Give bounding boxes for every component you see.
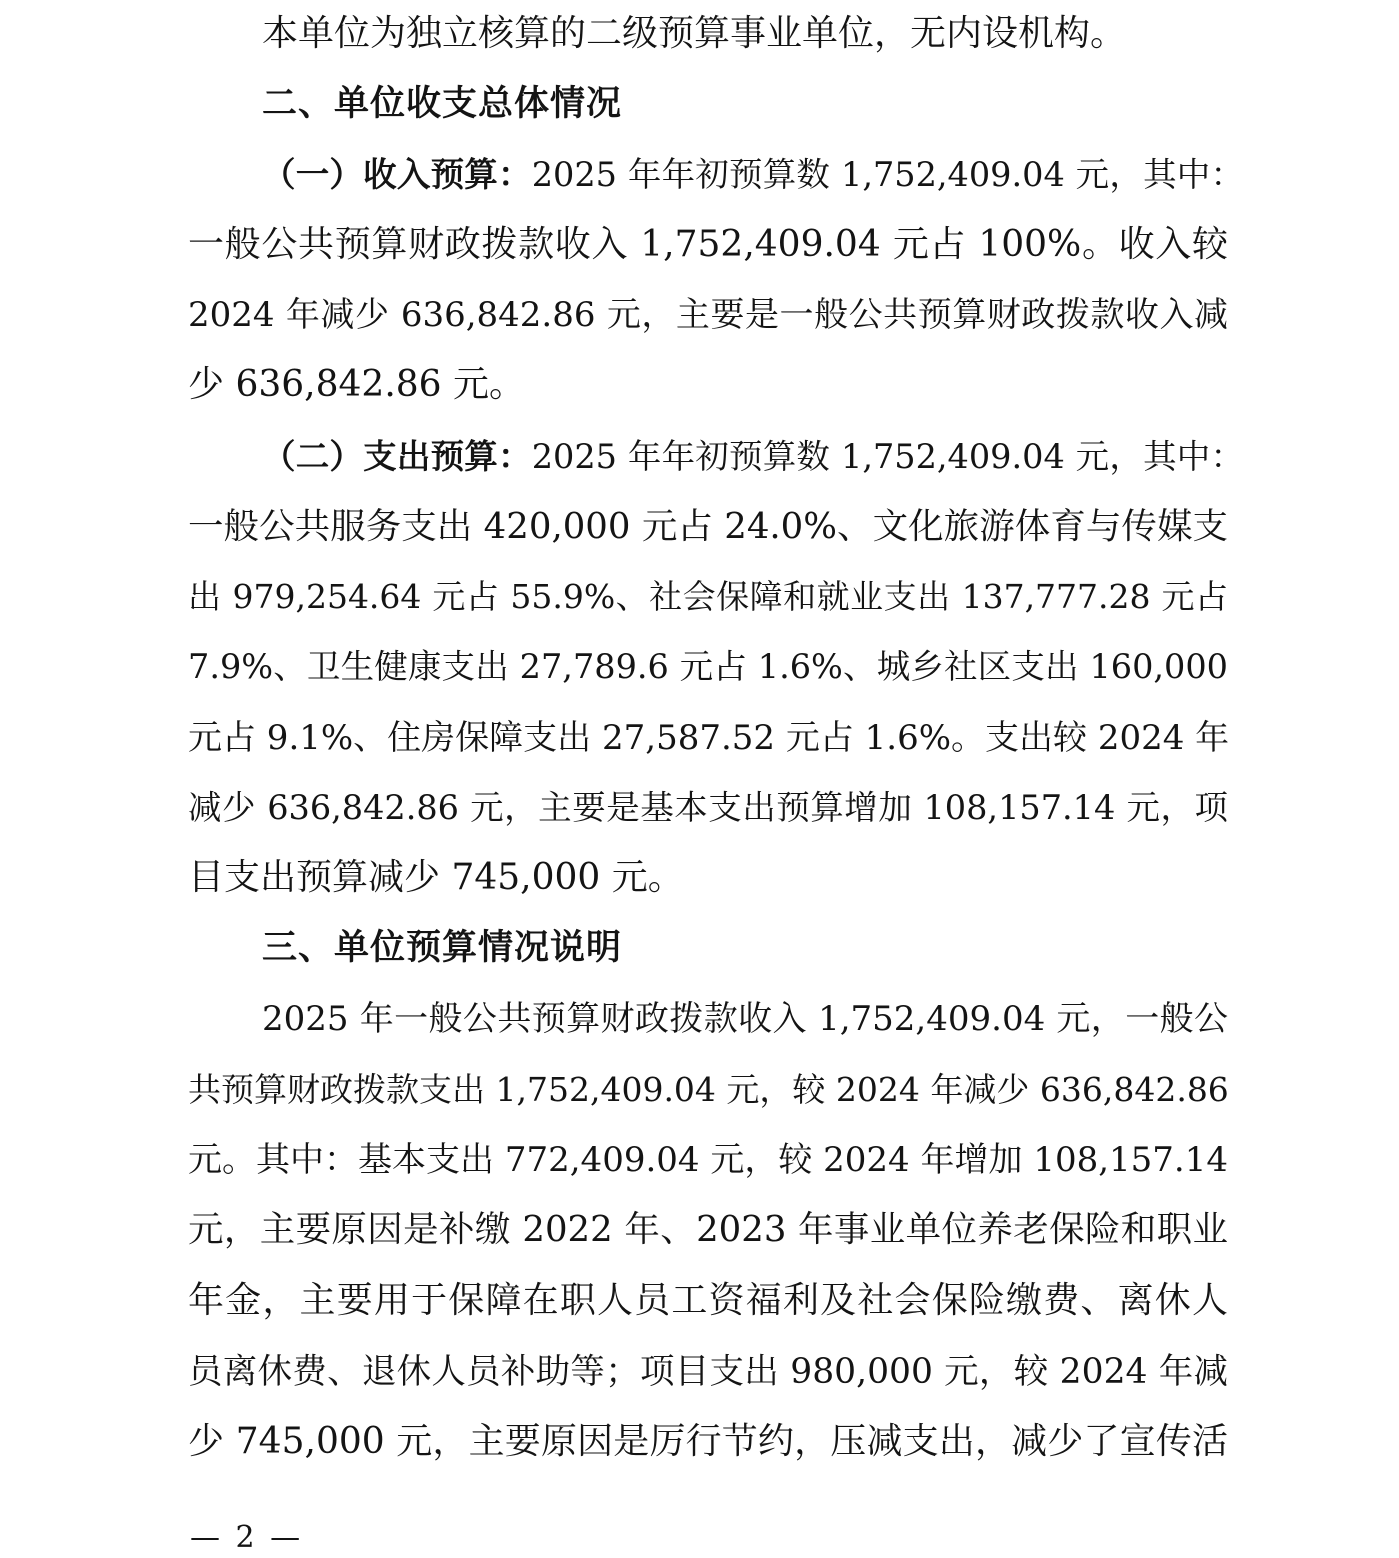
intro-line-1: 本单位为独立核算的二级预算事业单位，无内设机构。 [262,13,1127,54]
section-3-line-3: 元。其中：基本支出 772,409.04 元，较 2024 年增加 108,157.14 [188,1140,1228,1180]
income-line-1 [262,145,1244,205]
income-line-2: 一般公共预算财政拨款收入 1,752,409.04 元占 100%。收入较 [188,224,1228,265]
expense-line-6: 减少 636,842.86 元，主要是基本支出预算增加 108,157.14 元，项 [188,788,1228,827]
income-line-1-text: 2025 年年初预算数 1,752,409.04 元，其中： [531,155,1244,194]
expense-line-1-text: 2025 年年初预算数 1,752,409.04 元，其中： [531,437,1244,476]
income-line-3: 2024 年减少 636,842.86 元，主要是一般公共预算财政拨款收入减 [188,295,1228,335]
expense-line-4: 7.9%、卫生健康支出 27,789.6 元占 1.6%、城乡社区支出 160,000 [188,647,1228,686]
expense-label: （二）支出预算： [262,437,532,476]
section-3-line-6: 员离休费、退休人员补助等；项目支出 980,000 元，较 2024 年减 [188,1352,1228,1392]
page-number: — 2 — [190,1520,301,1555]
expense-line-7: 目支出预算减少 745,000 元。 [188,857,684,898]
section-2-heading: 二、单位收支总体情况 [262,84,623,124]
section-3-line-1: 2025 年一般公共预算财政拨款收入 1,752,409.04 元，一般公 [262,999,1228,1039]
income-line-4: 少 636,842.86 元。 [188,364,526,405]
section-3-line-5: 年金，主要用于保障在职人员工资福利及社会保险缴费、离休人 [188,1280,1228,1321]
expense-line-2: 一般公共服务支出 420,000 元占 24.0%、文化旅游体育与传媒支 [188,506,1228,547]
section-3-line-2: 共预算财政拨款支出 1,752,409.04 元，较 2024 年减少 636,842.86 [188,1070,1229,1109]
expense-line-5: 元占 9.1%、住房保障支出 27,587.52 元占 1.6%。支出较 2024 年 [188,718,1230,758]
expense-line-1 [262,427,1244,487]
section-3-heading: 三、单位预算情况说明 [262,928,623,968]
section-3-line-7: 少 745,000 元，主要原因是厉行节约，压减支出，减少了宣传活 [188,1421,1228,1462]
expense-line-3: 出 979,254.64 元占 55.9%、社会保障和就业支出 137,777.28 元占 [188,577,1228,616]
section-3-line-4: 元，主要原因是补缴 2022 年、2023 年事业单位养老保险和职业 [188,1209,1228,1250]
income-label: （一）收入预算： [262,155,532,194]
